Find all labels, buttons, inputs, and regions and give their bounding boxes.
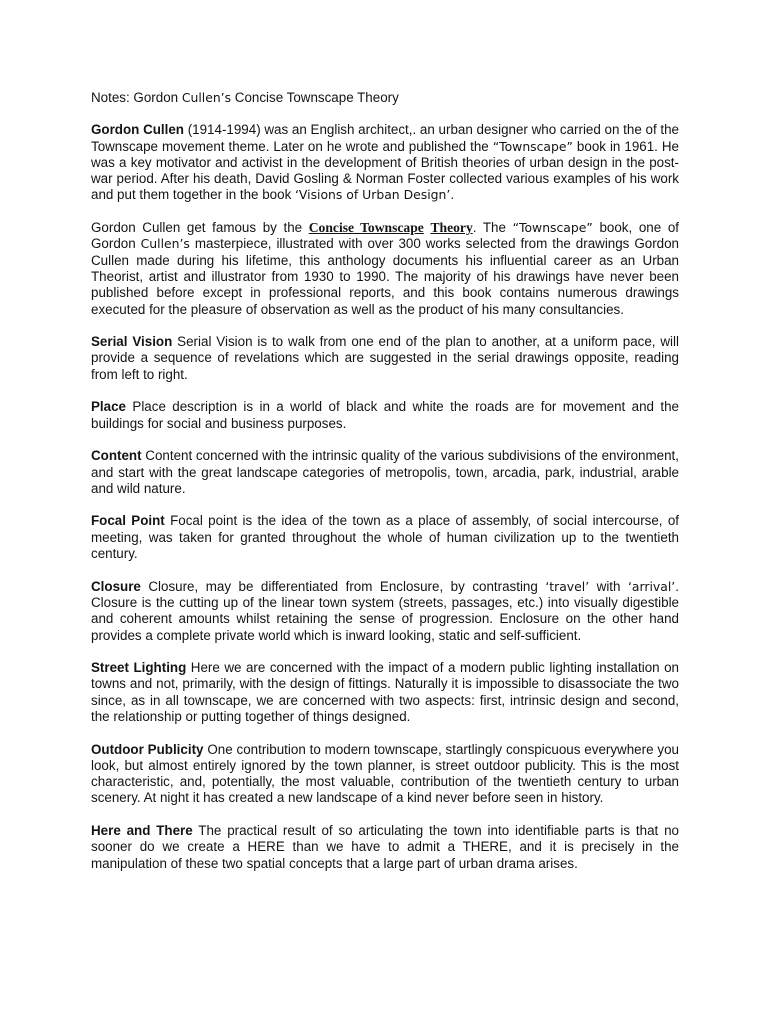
paragraph-content [91, 448, 679, 497]
theory-link[interactable]: Theory [430, 220, 473, 236]
paragraph-text: Here we are concerned with the impact of a modern public lighting installation on towns and not, primarily, with the design of fittings. Naturally it is impossible to disassociate the two since, as in all townscape, we are concerned with two aspects: first, intrinsic design and second, the relationship or putting together of things designed. [91, 660, 679, 724]
term-closure: Closure [91, 578, 141, 594]
paragraph-focal-point [91, 513, 679, 562]
term-gordon-cullen: Gordon Cullen [91, 122, 184, 138]
paragraph-outdoor-publicity [91, 742, 679, 807]
paragraph-here-and-there [91, 823, 679, 872]
document-page [91, 90, 679, 888]
paragraph-text: . Closure is the cutting up of the linear town system (streets, passages, etc.) into visually digestible and coherent amounts whilst retaining the sense of progression. Enclosure on the other hand provides a complete private world which is inward looking, static and self-sufficient. [91, 578, 679, 643]
term-here-and-there: Here and There [91, 823, 193, 839]
concise-townscape-link[interactable]: Concise Townscape [308, 220, 424, 236]
paragraph-text: Gordon Cullen get famous by the [91, 220, 309, 236]
paragraph-text: book in 1961. He was a key motivator and activist in the development of British theories of urban design in the post-war period. After his death, David Gosling & Norman Foster collected various examples of his work and put them together in the book [91, 138, 679, 203]
title-suffix: Concise Townscape Theory [231, 90, 399, 105]
paragraph-text: (1914-1994) was an English architect,. an urban designer who carried on the of the Townscape movement theme. Later on he wrote and published the [91, 122, 679, 154]
paragraph-place [91, 399, 679, 432]
paragraph-text: The practical result of so articulating the town into identifiable parts is that no sooner do we create a HERE than we have to admit a THERE, and it is precisely in the manipulation of these two spatial concepts that a large part of urban drama arises. [91, 823, 679, 871]
title-name: Cullen’s [181, 90, 232, 105]
paragraph-text: with [589, 578, 628, 594]
paragraph-text: . [450, 187, 455, 203]
quoted-text: ‘Visions of Urban Design’ [294, 187, 451, 203]
term-focal-point: Focal Point [91, 513, 165, 529]
paragraph-famous [91, 220, 679, 318]
title-prefix: Notes: Gordon [91, 90, 182, 105]
paragraph-text: book, one of Gordon [91, 220, 679, 252]
document-title [91, 90, 679, 106]
paragraph-gordon-cullen [91, 122, 679, 203]
paragraph-text: Closure, may be differentiated from Enclosure, by contrasting [140, 578, 546, 594]
paragraph-street-lighting [91, 660, 679, 725]
paragraph-text: Content concerned with the intrinsic quality of the various subdivisions of the environment, and start with the great landscape categories of metropolis, town, arcadia, park, industrial, arable and wild nature. [91, 448, 679, 496]
quoted-text: Cullen’s [140, 236, 190, 252]
term-serial-vision: Serial Vision [91, 334, 173, 350]
quoted-text: “Townscape” [492, 138, 573, 154]
term-place: Place [91, 399, 126, 415]
paragraph-text: Place description is in a world of black and white the roads are for movement and the buildings for social and business purposes. [91, 399, 679, 431]
paragraph-text: Focal point is the idea of the town as a place of assembly, of social intercourse, of meeting, was taken for granted throughout the whole of human civilization up to the twentieth century. [91, 513, 680, 562]
paragraph-text: masterpiece, illustrated with over 300 works selected from the drawings Gordon Cullen made during his lifetime, this anthology documents his influential career as an Urban Theorist, artist and illustrator from 1930 to 1990. The majority of his drawings have never been published before except in professional reports, and this book contains numerous drawings executed for the pleasure of observation as well as the product of his many consultancies. [91, 236, 679, 317]
term-content: Content [91, 448, 142, 464]
paragraph-text: One contribution to modern townscape, startlingly conspicuous everywhere you look, but almost entirely ignored by the town planner, is street outdoor publicity. This is the most characteristic, and, potentially, the most valuable, contribution of the twentieth century to urban scenery. At night it has created a new landscape of a kind never before seen in history. [91, 741, 679, 806]
paragraph-text: Serial Vision is to walk from one end of the plan to another, at a uniform pace, will provide a sequence of revelations which are suggested in the serial drawings opposite, reading from left to right. [91, 334, 679, 382]
paragraph-serial-vision [91, 334, 679, 383]
quoted-text: ‘arrival’ [627, 578, 676, 594]
quoted-text: ‘travel’ [545, 578, 590, 594]
paragraph-text: . The [472, 220, 513, 236]
quoted-text: “Townscape” [512, 220, 593, 236]
term-outdoor-publicity: Outdoor Publicity [91, 741, 204, 757]
paragraph-closure [91, 579, 679, 644]
term-street-lighting: Street Lighting [91, 660, 187, 676]
